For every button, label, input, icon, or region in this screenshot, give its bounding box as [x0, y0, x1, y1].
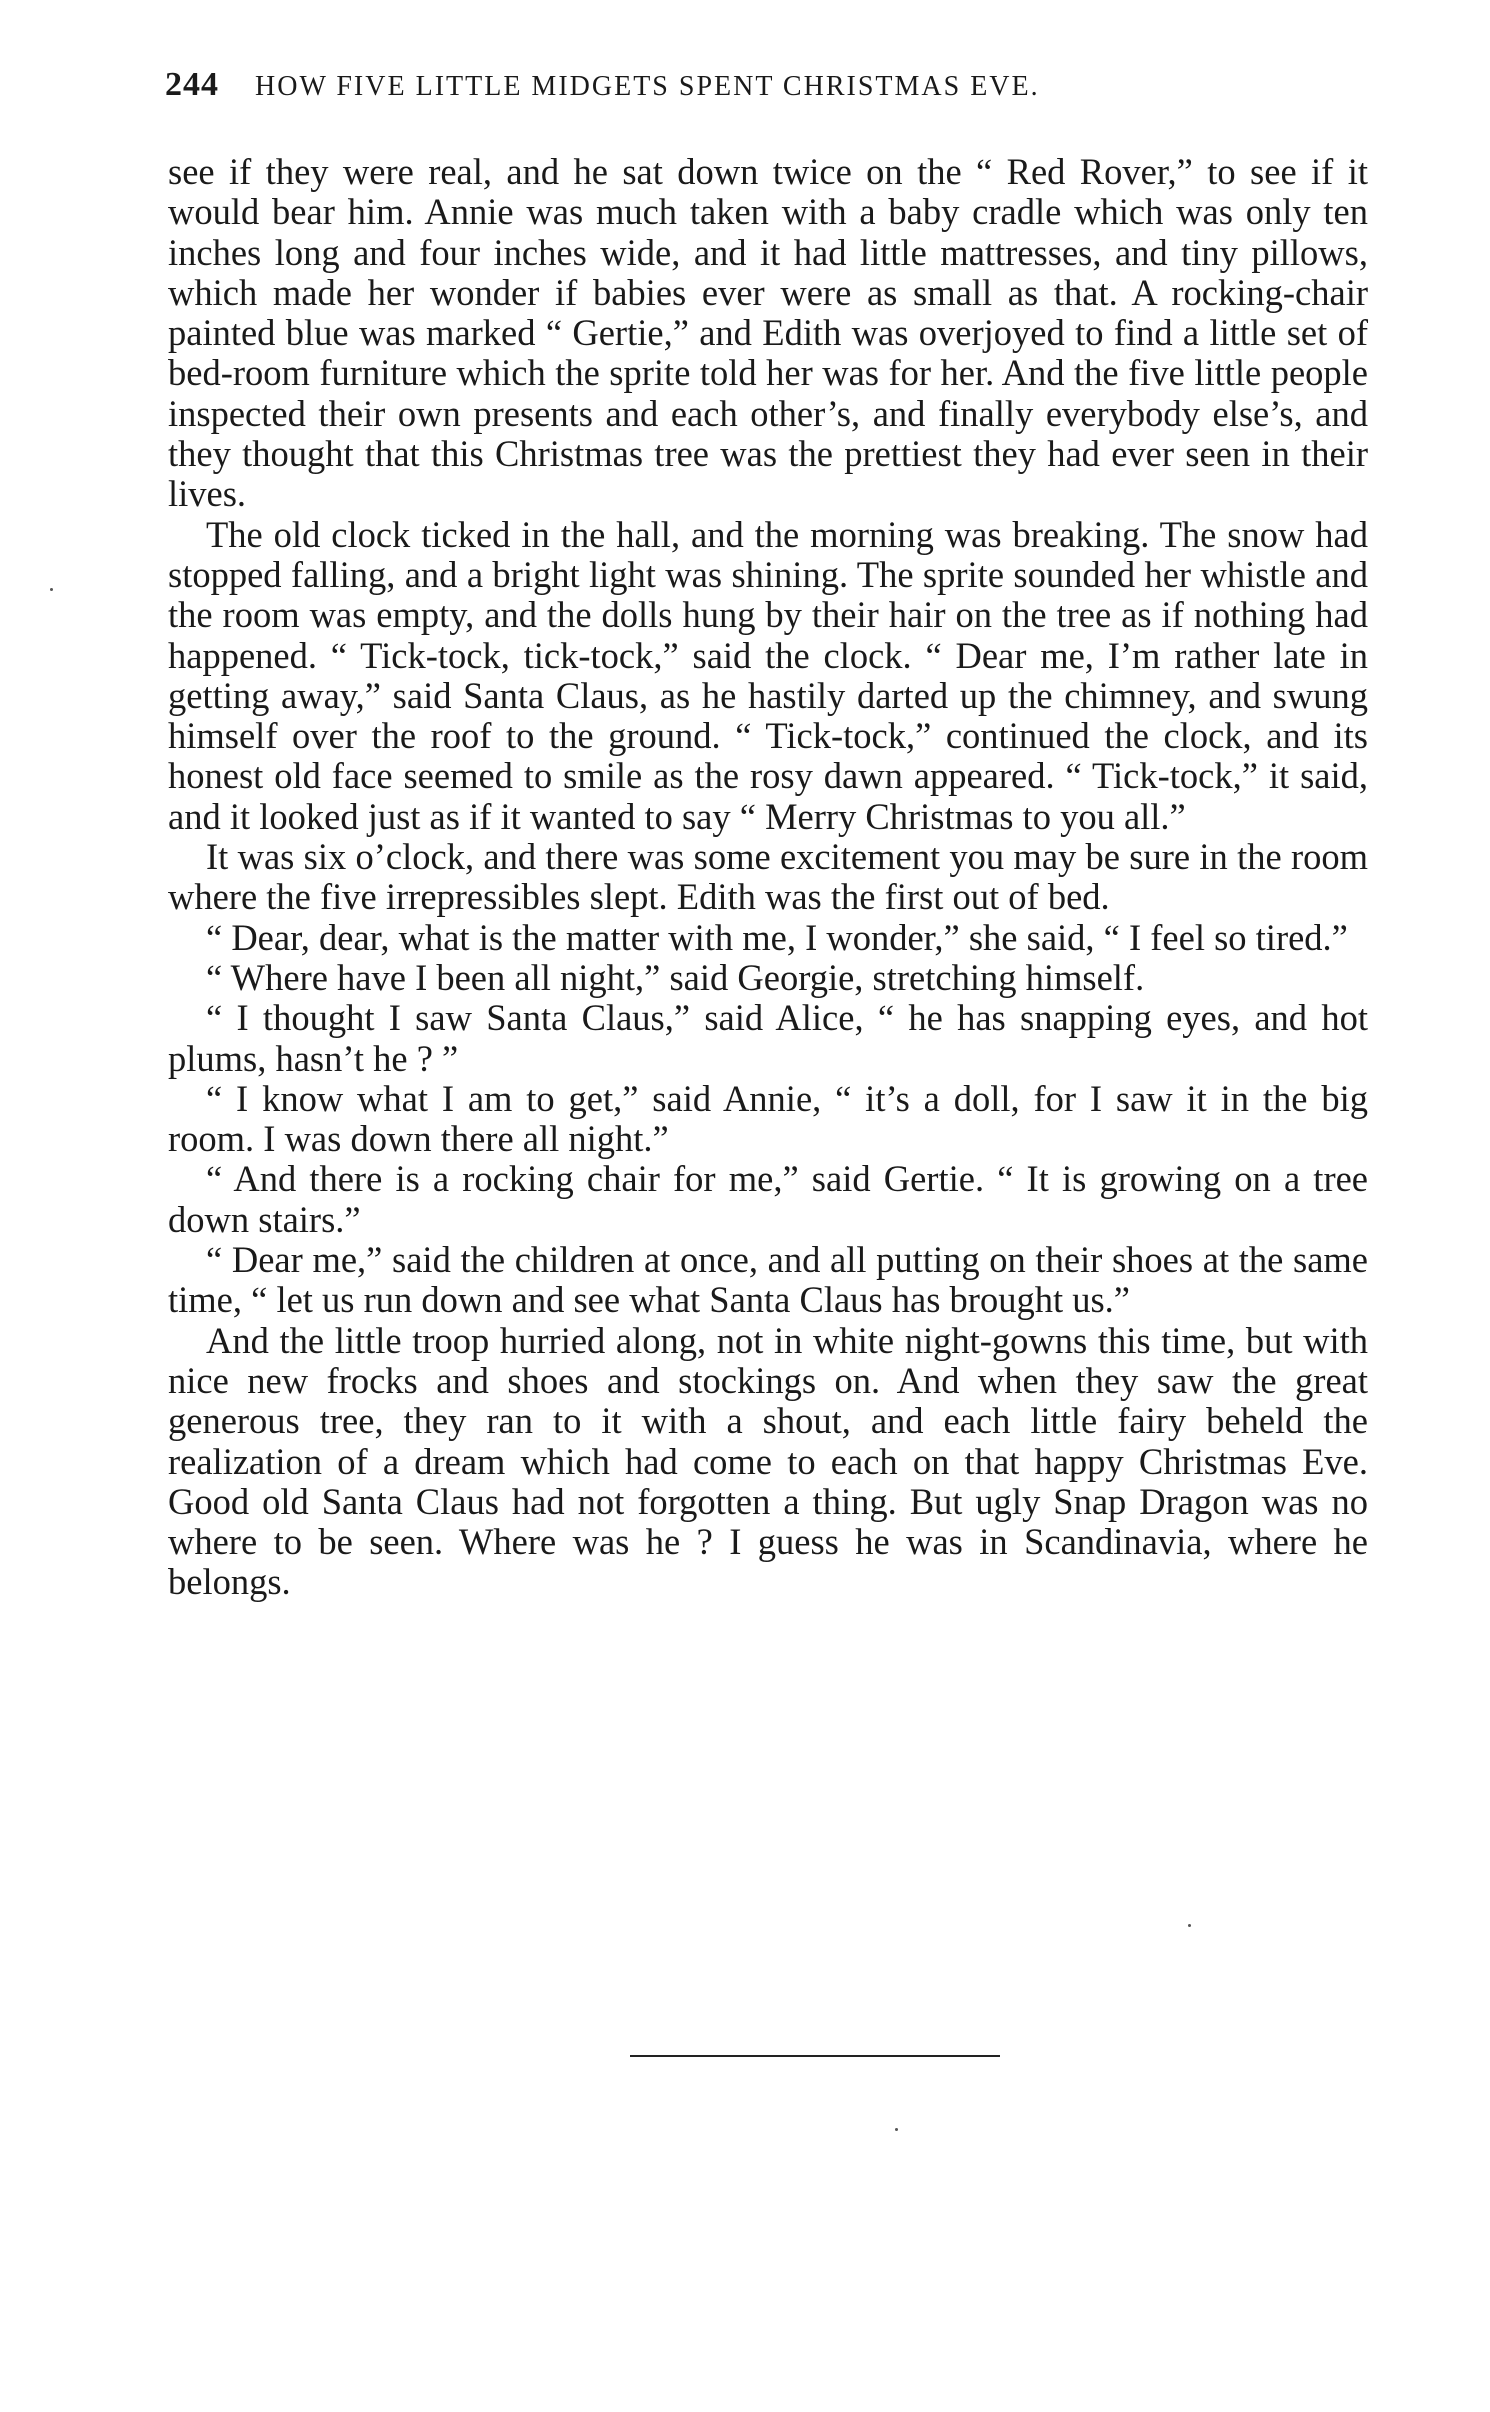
paragraph-continued: see if they were real, and he sat down twice on the “ Red Rover,” to see if it would bear him. Annie was much taken with a baby cradle which was only ten inches long and four inches wide, and it had little mattresses, and tiny pillows, which made her wonder if babies ever were as small as that. A rocking-chair painted blue was marked “ Gertie,” and Edith was overjoyed to find a little set of bed-room furniture which the sprite told her was for her. And the five little people inspected their own presents and each other’s, and finally everybody else’s, and they thought that this Christmas tree was the prettiest they had ever seen in their lives. — [168, 151, 1368, 515]
paragraph-gertie-speaks: “ And there is a rocking chair for me,” said Gertie. “ It is growing on a tree down stairs.” — [168, 1158, 1368, 1240]
print-speck — [1188, 1924, 1191, 1927]
end-rule — [630, 2055, 1000, 2057]
paragraph-georgie-speaks: “ Where have I been all night,” said Georgie, stretching himself. — [206, 956, 1145, 998]
paragraph-edith-speaks: “ Dear, dear, what is the matter with me, I wonder,” she said, “ I feel so tired.” — [206, 916, 1348, 958]
paragraph-closing: And the little troop hurried along, not in white night-gowns this time, but with nice new frocks and shoes and stockings on. And when they saw the great generous tree, they ran to it with a shout, and each little fairy beheld the realization of a dream which had come to each on that happy Christmas Eve. Good old Santa Claus had not forgotten a thing. But ugly Snap Dragon was no where to be seen. Where was he ? I guess he was in Scandinavia, where he belongs. — [168, 1319, 1368, 1603]
running-title: HOW FIVE LITTLE MIDGETS SPENT CHRISTMAS EVE. — [255, 71, 1040, 102]
running-head — [165, 66, 1245, 104]
paragraph-six-oclock: It was six o’clock, and there was some excitement you may be sure in the room where the five irrepressibles slept. Edith was the first out of bed. — [168, 836, 1368, 918]
paragraph-children-speak: “ Dear me,” said the children at once, and all putting on their shoes at the same time, “ let us run down and see what Santa Claus has brought us.” — [168, 1239, 1368, 1321]
print-speck — [895, 2128, 898, 2131]
paragraph-annie-speaks: “ I know what I am to get,” said Annie, “ it’s a doll, for I saw it in the big room. I was down there all night.” — [168, 1077, 1368, 1160]
page-number: 244 — [165, 66, 219, 103]
paragraph-clock: The old clock ticked in the hall, and the morning was breaking. The snow had stopped falling, and a bright light was shining. The sprite sounded her whistle and the room was empty, and the dolls hung by their hair on the tree as if nothing had happened. “ Tick-tock, tick-tock,” said the clock. “ Dear me, I’m rather late in getting away,” said Santa Claus, as he hastily darted up the chimney, and swung himself over the roof to the ground. “ Tick-tock,” continued the clock, and its honest old face seemed to smile as the rosy dawn appeared. “ Tick-tock,” it said, and it looked just as if it wanted to say “ Merry Christmas to you all.” — [168, 513, 1368, 837]
paragraph-alice-speaks: “ I thought I saw Santa Claus,” said Alice, “ he has snapping eyes, and hot plums, hasn’t he ? ” — [168, 997, 1368, 1079]
print-speck — [50, 588, 53, 591]
body-text — [168, 152, 1368, 1603]
